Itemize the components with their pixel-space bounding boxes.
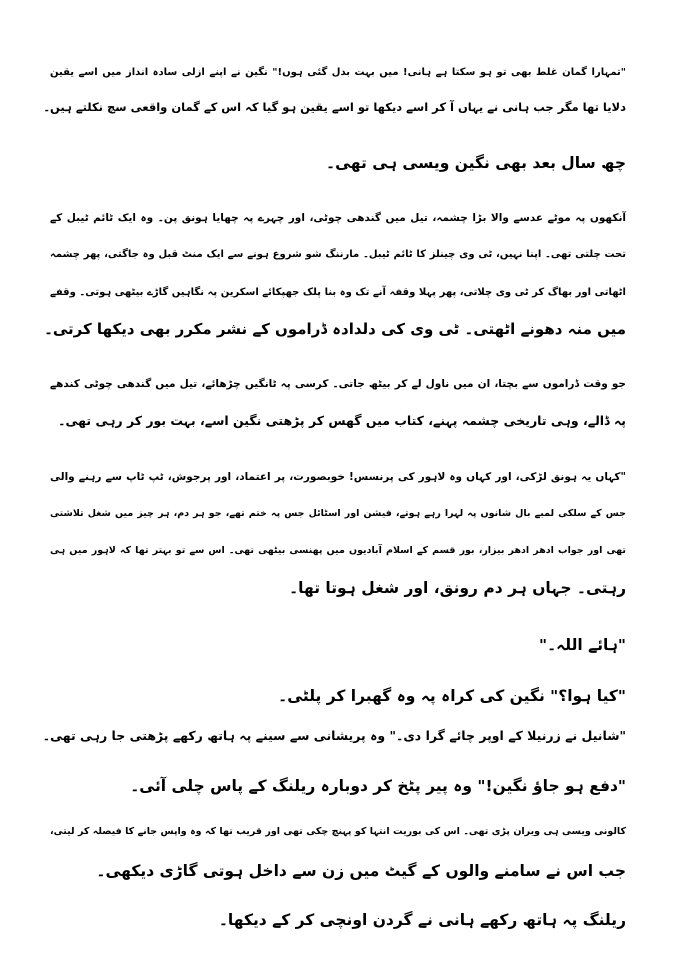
text-line-19: جب اس نے سامنے والوں کے گیٹ میں زن سے داخل ہوتی گاڑی دیکھی۔ (96, 862, 626, 880)
text-line-18: کالونی ویسی ہی ویران پڑی تھی۔ اس کی بوریت انتہا کو پہنچ چکی تھی اور قریب تھا کہ وہ واپس جانے کا فیصلہ کر لیتی، (50, 826, 626, 837)
text-line-17: "دفع ہو جاؤ نگین!" وہ پیر پٹخ کر دوبارہ ریلنگ کے پاس چلی آئی۔ (130, 777, 626, 795)
text-line-13: رہتی۔ جہاں ہر دم رونق، اور شغل ہوتا تھا۔ (289, 579, 626, 597)
text-line-12: تھی اور جواب ادھر ادھر بیزار، بور قسم کے اسلام آبادیوں میں پھنسی بیٹھی تھی۔ اس سے تو بہتر تھا کہ لاہور میں ہی (50, 545, 626, 556)
text-line-1: "تمہارا گمان غلط بھی تو ہو سکتا ہے ہانی! میں بہت بدل گئی ہوں!" نگین نے اپنے ازلی سادہ انداز میں اسے یقین (50, 67, 626, 78)
text-line-6: اٹھاتی اور بھاگ کر ٹی وی چلاتی، پھر پہلا وقفہ آنے تک وہ بنا پلک جھپکائے اسکرین پہ نگاہیں گاڑے بیٹھی ہوتی۔ وقفے (50, 287, 626, 298)
text-line-2: دلایا تھا مگر جب ہانی نے یہاں آ کر اسے دیکھا تو اسے یقین ہو گیا کہ اس کے گمان واقعی سچ نکلتے ہیں۔ (43, 100, 626, 114)
text-line-10: "کہاں یہ ہونق لڑکی، اور کہاں وہ لاہور کی پرنسس! خوبصورت، پر اعتماد، اور پرجوش، ٹپ ٹاپ سے رہنے والی (50, 471, 626, 483)
text-line-4: آنکھوں پہ موٹے عدسے والا بڑا چشمہ، تیل میں گندھی چوٹی، اور چہرے پہ چھایا ہونق پن۔ وہ ایک ٹائم ٹیبل کے (50, 212, 626, 224)
text-line-7: میں منہ دھونے اٹھتی۔ ٹی وی کی دلدادہ ڈراموں کے نشر مکرر بھی دیکھا کرتی۔ (44, 320, 626, 338)
text-line-8: جو وقت ڈراموں سے بچتا، ان میں ناول لے کر بیٹھ جاتی۔ کرسی پہ ٹانگیں چڑھائے، تیل میں گندھی چوٹی کندھے (50, 378, 626, 390)
text-line-15: "کیا ہوا؟" نگین کی کراہ پہ وہ گھبرا کر پلٹی۔ (278, 687, 626, 705)
text-line-16: "شانیل نے زرنیلا کے اوپر چائے گرا دی۔" وہ پریشانی سے سینے پہ ہاتھ رکھے پڑھتی جا رہی تھی۔ (42, 728, 626, 743)
text-line-3: چھ سال بعد بھی نگین ویسی ہی تھی۔ (326, 154, 626, 172)
text-line-14: "ہائے اللہ۔" (539, 636, 626, 654)
text-line-11: جس کے سلکی لمبے بال شانوں پہ لہرا رہے ہوتے، فیشن اور اسٹائل جس پہ ختم تھے، جو ہر دم، ہر چیز میں شغل تلاشتی (50, 508, 626, 519)
text-line-9: پہ ڈالے، وہی تاریخی چشمہ پہنے، کتاب میں گھس کر پڑھتی نگین اسے، بہت بور کر رہی تھی۔ (58, 413, 626, 428)
text-line-5: تحت چلتی تھی۔ اپنا نہیں، ٹی وی چینلز کا ٹائم ٹیبل۔ مارننگ شو شروع ہونے سے ایک منٹ قبل وہ جاگتی، پھر چشمہ (50, 249, 626, 260)
text-line-20: ریلنگ پہ ہاتھ رکھے ہانی نے گردن اونچی کر کے دیکھا۔ (218, 911, 626, 929)
